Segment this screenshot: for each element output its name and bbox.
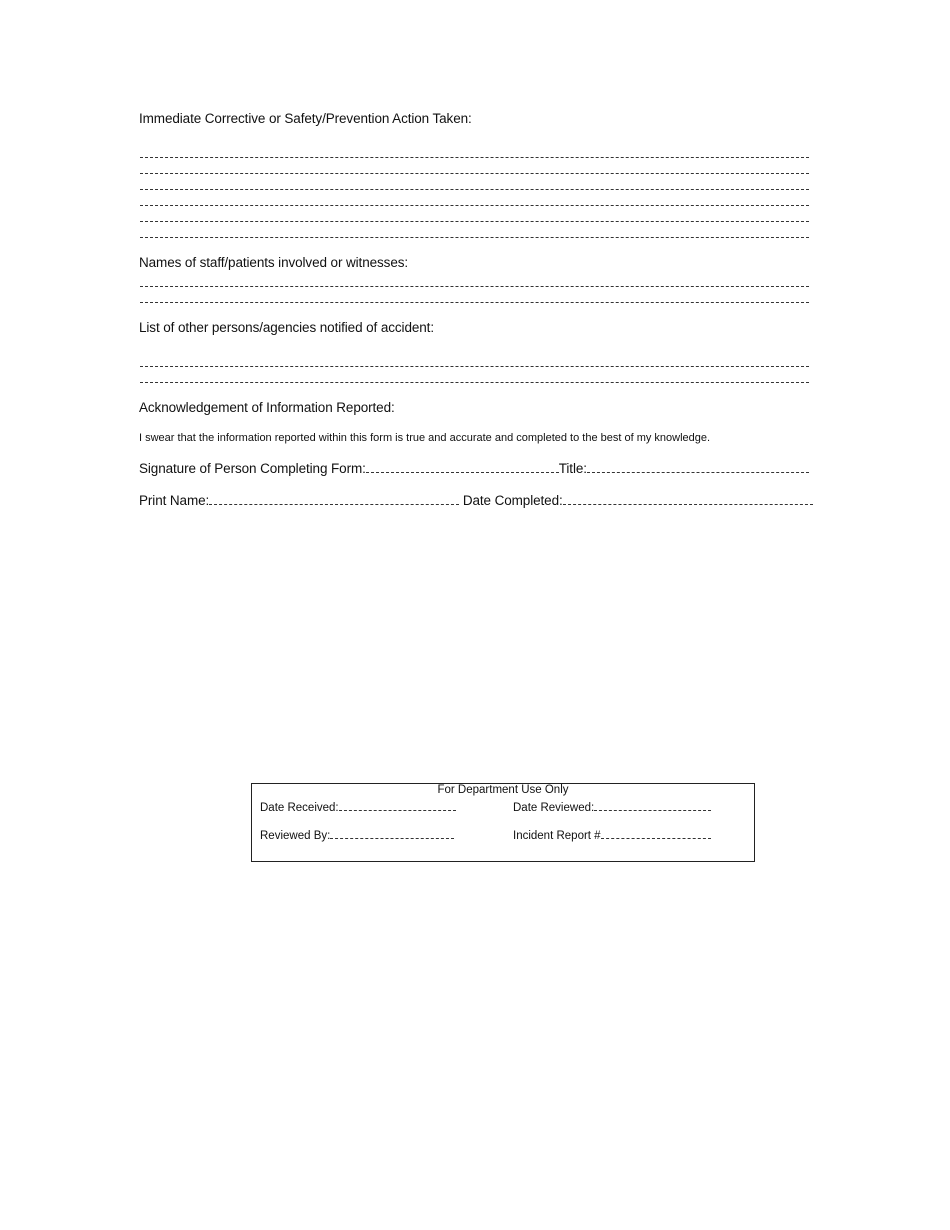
reviewed-by-label: Reviewed By: — [260, 830, 331, 842]
date-received-label: Date Received: — [260, 802, 339, 814]
date-reviewed-row — [513, 799, 711, 814]
reviewed-by-row — [260, 827, 454, 842]
title-label: Title: — [558, 461, 587, 476]
others-notified-label: List of other persons/agencies notified of accident: — [139, 320, 434, 335]
title-field[interactable] — [587, 461, 809, 473]
reviewed-by-field[interactable] — [330, 827, 454, 839]
department-use-box — [251, 783, 755, 862]
corrective-action-label: Immediate Corrective or Safety/Prevention Action Taken: — [139, 111, 472, 126]
print-name-field[interactable] — [209, 493, 459, 505]
others-notified-line-2[interactable] — [140, 382, 809, 383]
print-name-row — [139, 493, 813, 508]
corrective-action-line-4[interactable] — [140, 205, 809, 206]
corrective-action-line-6[interactable] — [140, 237, 809, 238]
date-reviewed-field[interactable] — [594, 799, 711, 811]
names-involved-label: Names of staff/patients involved or witnesses: — [139, 255, 409, 270]
date-received-field[interactable] — [339, 799, 456, 811]
department-use-heading: For Department Use Only — [437, 784, 569, 796]
corrective-action-line-1[interactable] — [140, 157, 809, 158]
signature-field[interactable] — [366, 461, 559, 473]
date-completed-label: Date Completed: — [462, 493, 563, 508]
date-completed-field[interactable] — [563, 493, 813, 505]
acknowledgement-statement: I swear that the information reported within this form is true and accurate and completed to the best of my knowledge. — [139, 432, 711, 444]
incident-report-field[interactable] — [601, 827, 711, 839]
others-notified-line-1[interactable] — [140, 366, 809, 367]
incident-report-row — [513, 827, 711, 842]
date-received-row — [260, 799, 456, 814]
corrective-action-line-5[interactable] — [140, 221, 809, 222]
names-involved-line-2[interactable] — [140, 302, 809, 303]
incident-report-label: Incident Report # — [513, 830, 601, 842]
signature-row — [139, 461, 809, 476]
acknowledgement-heading: Acknowledgement of Information Reported: — [139, 400, 395, 415]
names-involved-line-1[interactable] — [140, 286, 809, 287]
date-reviewed-label: Date Reviewed: — [513, 802, 595, 814]
corrective-action-line-3[interactable] — [140, 189, 809, 190]
signature-label: Signature of Person Completing Form: — [139, 461, 366, 476]
corrective-action-line-2[interactable] — [140, 173, 809, 174]
print-name-label: Print Name: — [139, 493, 210, 508]
